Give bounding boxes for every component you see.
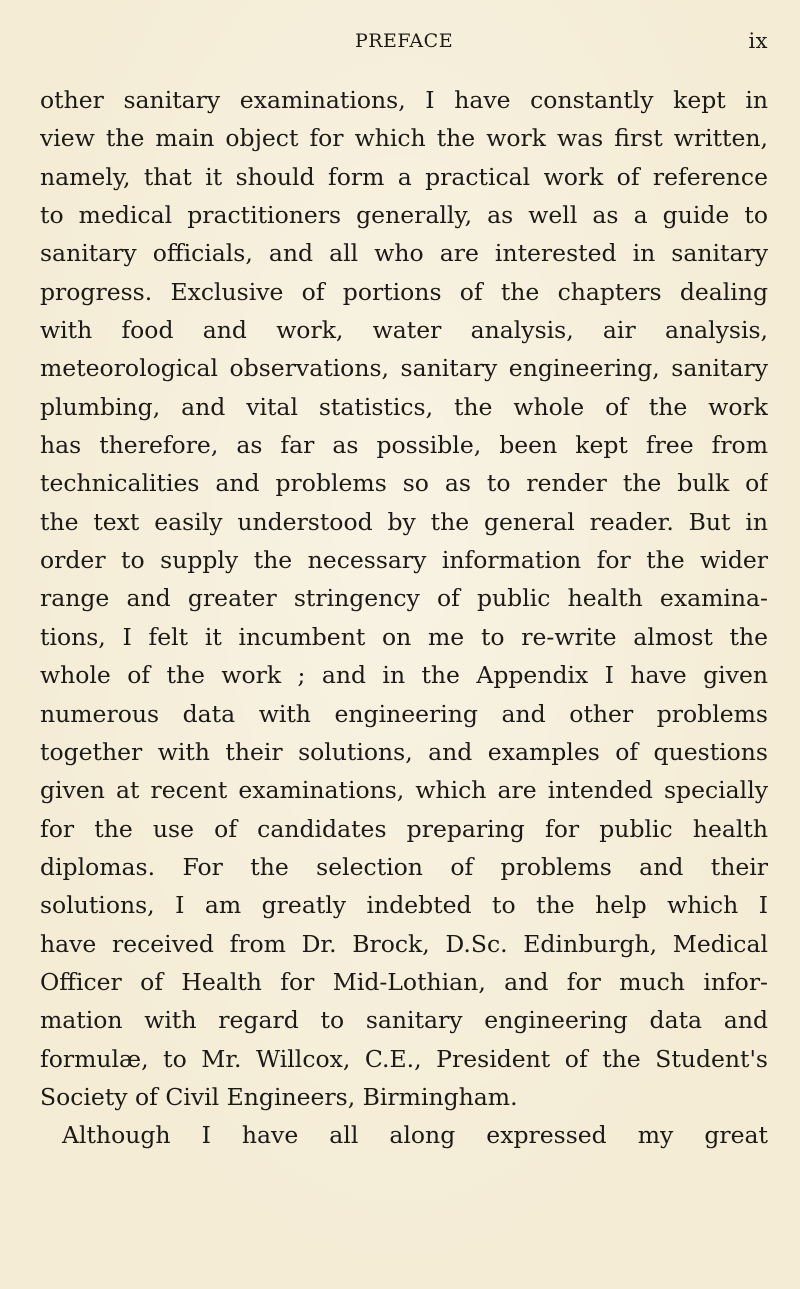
text-line: other sanitary examinations, I have constantly kept in [40,86,768,114]
text-line: order to supply the necessary information for the wider [40,546,768,575]
text-line: given at recent examinations, which are intended specially [40,776,768,805]
text-line: technicalities and problems so as to render the bulk of [40,469,768,498]
text-line: solutions, I am greatly indebted to the help which I [40,891,768,920]
text-line: numerous data with engineering and other problems [40,699,768,728]
text-line: have received from Dr. Brock, D.Sc. Edinburgh, Medical [40,929,768,958]
text-line: plumbing, and vital statistics, the whole of the work [40,392,768,421]
running-head [40,30,768,60]
text-line: with food and work, water analysis, air analysis, [40,316,768,345]
text-line: range and greater stringency of public health examina- [40,584,768,613]
body-text [40,86,768,1160]
text-line: Although I have all along expressed my great [62,1121,768,1150]
text-line: meteorological observations, sanitary engineering, sanitary [40,354,768,383]
text-line: namely, that it should form a practical work of reference [40,162,768,191]
text-line: tions, I felt it incumbent on me to re-write almost the [40,622,768,651]
text-line: formulæ, to Mr. Willcox, C.E., President of the Student's [40,1044,768,1073]
text-line: Officer of Health for Mid-Lothian, and for much infor- [40,967,768,996]
text-line: progress. Exclusive of portions of the chapters dealing [40,277,768,306]
text-line: to medical practitioners generally, as well as a guide to [40,201,768,230]
text-line: Society of Civil Engineers, Birmingham. [40,1082,518,1111]
text-line: diplomas. For the selection of problems and their [40,852,768,881]
running-title: PREFACE [354,30,454,52]
text-line: whole of the work ; and in the Appendix I have given [40,661,768,690]
text-line: for the use of candidates preparing for public health [40,814,768,843]
page-number: ix [748,29,768,53]
text-line: has therefore, as far as possible, been kept free from [40,431,768,460]
text-line: the text easily understood by the general reader. But in [40,507,768,536]
text-line: together with their solutions, and examples of questions [40,737,768,766]
text-line: mation with regard to sanitary engineering data and [40,1006,768,1035]
text-line: sanitary officials, and all who are interested in sanitary [40,239,768,268]
text-line: view the main object for which the work was first written, [40,124,768,153]
